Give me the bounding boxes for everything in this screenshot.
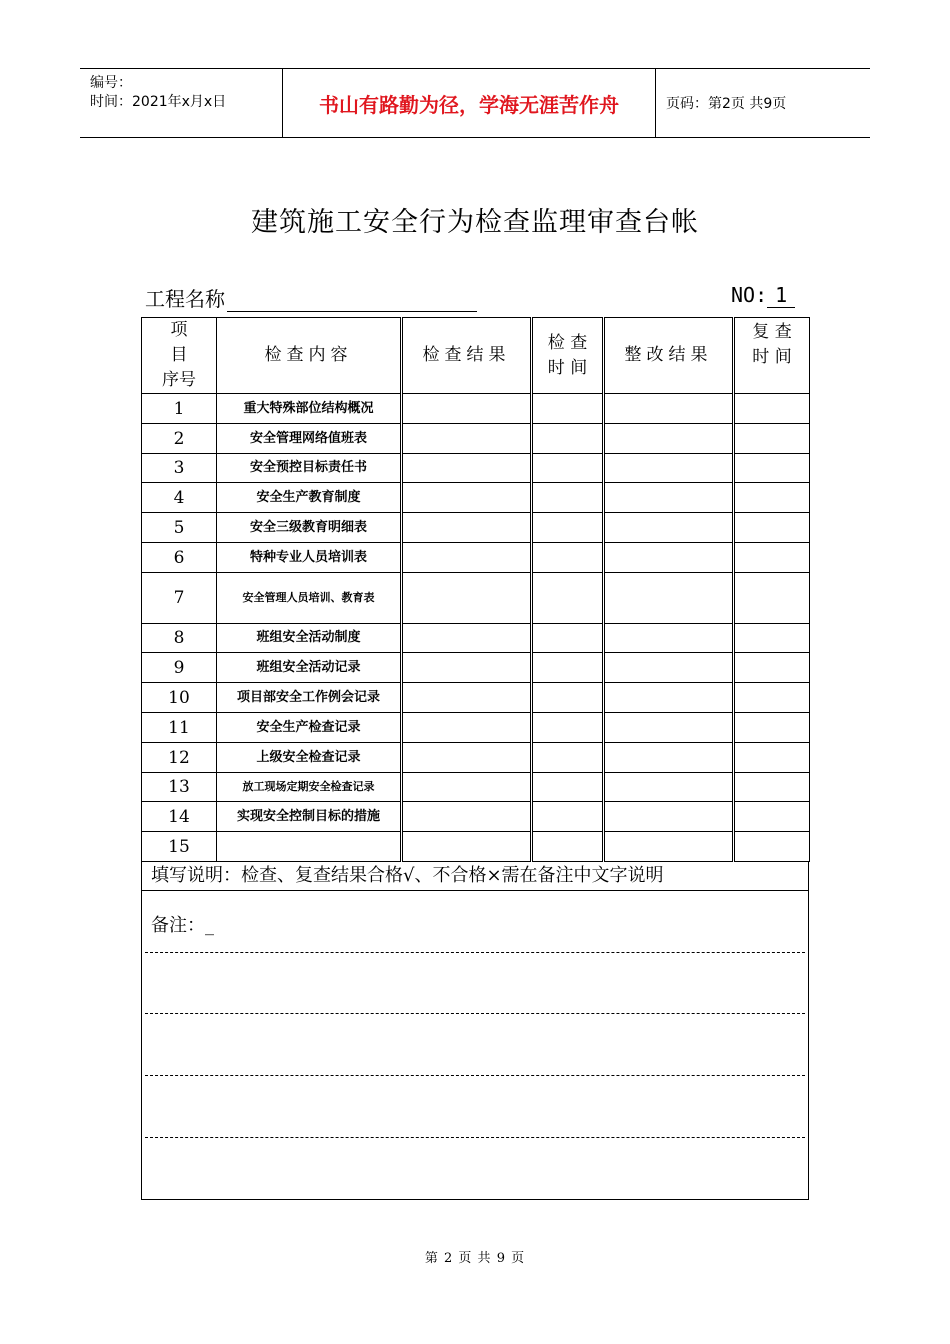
row-content: 放工现场定期安全检查记录 bbox=[217, 773, 402, 802]
row-content: 安全生产检查记录 bbox=[217, 713, 402, 743]
row-rectify-cell[interactable] bbox=[604, 832, 734, 862]
row-content: 重大特殊部位结构概况 bbox=[217, 394, 402, 424]
header-content: 检查内容 bbox=[217, 318, 402, 394]
row-rectify-cell[interactable] bbox=[604, 483, 734, 513]
no-label: NO: bbox=[731, 283, 768, 307]
row-check-time-cell[interactable] bbox=[532, 683, 604, 713]
document-title: 建筑施工安全行为检查监理审查台帐 bbox=[251, 207, 699, 238]
row-result-cell[interactable] bbox=[402, 573, 532, 624]
row-number: 4 bbox=[142, 483, 217, 513]
row-check-time-cell[interactable] bbox=[532, 743, 604, 773]
remark-dashed-line bbox=[145, 1137, 805, 1138]
row-check-time-cell[interactable] bbox=[532, 394, 604, 424]
row-result-cell[interactable] bbox=[402, 743, 532, 773]
row-check-time-cell[interactable] bbox=[532, 802, 604, 832]
row-number: 3 bbox=[142, 454, 217, 483]
table-row bbox=[142, 743, 810, 773]
table-row bbox=[142, 483, 810, 513]
inspection-table bbox=[141, 317, 810, 862]
row-number: 15 bbox=[142, 832, 217, 862]
row-rectify-cell[interactable] bbox=[604, 743, 734, 773]
row-recheck-time-cell[interactable] bbox=[734, 543, 810, 573]
header-item-line2: 目 bbox=[170, 345, 188, 365]
row-rectify-cell[interactable] bbox=[604, 773, 734, 802]
row-result-cell[interactable] bbox=[402, 483, 532, 513]
row-check-time-cell[interactable] bbox=[532, 543, 604, 573]
row-number: 12 bbox=[142, 743, 217, 773]
row-rectify-cell[interactable] bbox=[604, 624, 734, 653]
row-result-cell[interactable] bbox=[402, 394, 532, 424]
row-result-cell[interactable] bbox=[402, 513, 532, 543]
row-content: 安全三级教育明细表 bbox=[217, 513, 402, 543]
row-rectify-cell[interactable] bbox=[604, 424, 734, 454]
remark-dashed-line bbox=[145, 952, 805, 953]
fill-instructions: 填写说明：检查、复查结果合格√、不合格×需在备注中文字说明 bbox=[142, 861, 808, 891]
row-result-cell[interactable] bbox=[402, 424, 532, 454]
header-rectify: 整改结果 bbox=[604, 318, 734, 394]
row-rectify-cell[interactable] bbox=[604, 513, 734, 543]
row-rectify-cell[interactable] bbox=[604, 653, 734, 683]
header-result: 检查结果 bbox=[402, 318, 532, 394]
row-check-time-cell[interactable] bbox=[532, 573, 604, 624]
table-row bbox=[142, 773, 810, 802]
header-meta bbox=[80, 69, 282, 137]
row-result-cell[interactable] bbox=[402, 802, 532, 832]
row-number: 5 bbox=[142, 513, 217, 543]
row-content: 上级安全检查记录 bbox=[217, 743, 402, 773]
row-content: 特种专业人员培训表 bbox=[217, 543, 402, 573]
row-rectify-cell[interactable] bbox=[604, 683, 734, 713]
row-content: 安全管理人员培训、教育表 bbox=[217, 573, 402, 624]
row-rectify-cell[interactable] bbox=[604, 543, 734, 573]
row-rectify-cell[interactable] bbox=[604, 394, 734, 424]
row-recheck-time-cell[interactable] bbox=[734, 483, 810, 513]
row-result-cell[interactable] bbox=[402, 683, 532, 713]
row-check-time-cell[interactable] bbox=[532, 424, 604, 454]
row-check-time-cell[interactable] bbox=[532, 483, 604, 513]
page-footer: 第 2 页 共 9 页 bbox=[424, 1251, 526, 1266]
table-row bbox=[142, 832, 810, 862]
row-result-cell[interactable] bbox=[402, 832, 532, 862]
row-number: 6 bbox=[142, 543, 217, 573]
row-recheck-time-cell[interactable] bbox=[734, 713, 810, 743]
row-number: 11 bbox=[142, 713, 217, 743]
row-recheck-time-cell[interactable] bbox=[734, 394, 810, 424]
row-number: 14 bbox=[142, 802, 217, 832]
table-row bbox=[142, 802, 810, 832]
row-check-time-cell[interactable] bbox=[532, 624, 604, 653]
row-result-cell[interactable] bbox=[402, 713, 532, 743]
row-number: 13 bbox=[142, 773, 217, 802]
number-label: 编号： bbox=[90, 75, 132, 91]
row-content bbox=[217, 832, 402, 862]
row-check-time-cell[interactable] bbox=[532, 832, 604, 862]
row-number: 8 bbox=[142, 624, 217, 653]
row-rectify-cell[interactable] bbox=[604, 573, 734, 624]
row-number: 10 bbox=[142, 683, 217, 713]
table-row bbox=[142, 424, 810, 454]
row-number: 9 bbox=[142, 653, 217, 683]
row-content: 安全生产教育制度 bbox=[217, 483, 402, 513]
row-recheck-time-cell[interactable] bbox=[734, 653, 810, 683]
row-recheck-time-cell[interactable] bbox=[734, 624, 810, 653]
table-row bbox=[142, 683, 810, 713]
header-page-info: 页码：第2页 共9页 bbox=[666, 96, 787, 112]
table-row bbox=[142, 394, 810, 424]
table-row bbox=[142, 624, 810, 653]
row-content: 安全预控目标责任书 bbox=[217, 454, 402, 483]
no-value: 1 bbox=[767, 283, 795, 308]
table-row bbox=[142, 513, 810, 543]
table-row bbox=[142, 653, 810, 683]
header-recheck-time bbox=[734, 318, 810, 394]
document-number bbox=[731, 283, 795, 308]
header-recheck-line1: 复 查 bbox=[752, 322, 792, 342]
header-check-time-line1: 检 查 bbox=[547, 332, 588, 353]
row-recheck-time-cell[interactable] bbox=[734, 683, 810, 713]
table-row bbox=[142, 573, 810, 624]
row-recheck-time-cell[interactable] bbox=[734, 802, 810, 832]
row-content: 项目部安全工作例会记录 bbox=[217, 683, 402, 713]
row-check-time-cell[interactable] bbox=[532, 713, 604, 743]
row-result-cell[interactable] bbox=[402, 653, 532, 683]
header-check-time bbox=[532, 318, 604, 394]
row-number: 1 bbox=[142, 394, 217, 424]
project-name-field bbox=[145, 283, 477, 312]
row-rectify-cell[interactable] bbox=[604, 454, 734, 483]
row-result-cell[interactable] bbox=[402, 454, 532, 483]
row-check-time-cell[interactable] bbox=[532, 513, 604, 543]
row-content: 班组安全活动记录 bbox=[217, 653, 402, 683]
row-recheck-time-cell[interactable] bbox=[734, 573, 810, 624]
notes-section bbox=[141, 861, 809, 1200]
row-result-cell[interactable] bbox=[402, 624, 532, 653]
remark-label: 备注：_ bbox=[151, 915, 214, 936]
header-motto: 书山有路勤为径，学海无涯苦作舟 bbox=[282, 69, 656, 137]
row-recheck-time-cell[interactable] bbox=[734, 513, 810, 543]
row-content: 班组安全活动制度 bbox=[217, 624, 402, 653]
row-content: 实现安全控制目标的措施 bbox=[217, 802, 402, 832]
header-recheck-line2: 时 间 bbox=[752, 347, 792, 367]
remark-dashed-line bbox=[145, 1013, 805, 1014]
row-rectify-cell[interactable] bbox=[604, 802, 734, 832]
table-row bbox=[142, 713, 810, 743]
row-result-cell[interactable] bbox=[402, 543, 532, 573]
project-name-blank bbox=[227, 291, 477, 312]
row-number: 2 bbox=[142, 424, 217, 454]
remark-dashed-line bbox=[145, 1075, 805, 1076]
header-item-line1: 项 bbox=[170, 320, 188, 340]
time-label: 时间：2021年x月x日 bbox=[90, 94, 227, 110]
table-header-row bbox=[142, 318, 810, 394]
row-content: 安全管理网络值班表 bbox=[217, 424, 402, 454]
table-row bbox=[142, 543, 810, 573]
row-recheck-time-cell[interactable] bbox=[734, 773, 810, 802]
row-rectify-cell[interactable] bbox=[604, 713, 734, 743]
project-name-label: 工程名称 bbox=[145, 287, 225, 311]
row-number: 7 bbox=[142, 573, 217, 624]
row-recheck-time-cell[interactable] bbox=[734, 832, 810, 862]
row-recheck-time-cell[interactable] bbox=[734, 743, 810, 773]
row-check-time-cell[interactable] bbox=[532, 653, 604, 683]
row-check-time-cell[interactable] bbox=[532, 454, 604, 483]
row-recheck-time-cell[interactable] bbox=[734, 454, 810, 483]
row-recheck-time-cell[interactable] bbox=[734, 424, 810, 454]
table-row bbox=[142, 454, 810, 483]
page-header bbox=[80, 68, 870, 138]
row-result-cell[interactable] bbox=[402, 773, 532, 802]
header-item-no bbox=[142, 318, 217, 394]
header-check-time-line2: 时 间 bbox=[547, 357, 588, 378]
row-check-time-cell[interactable] bbox=[532, 773, 604, 802]
header-item-line3: 序号 bbox=[162, 370, 196, 390]
